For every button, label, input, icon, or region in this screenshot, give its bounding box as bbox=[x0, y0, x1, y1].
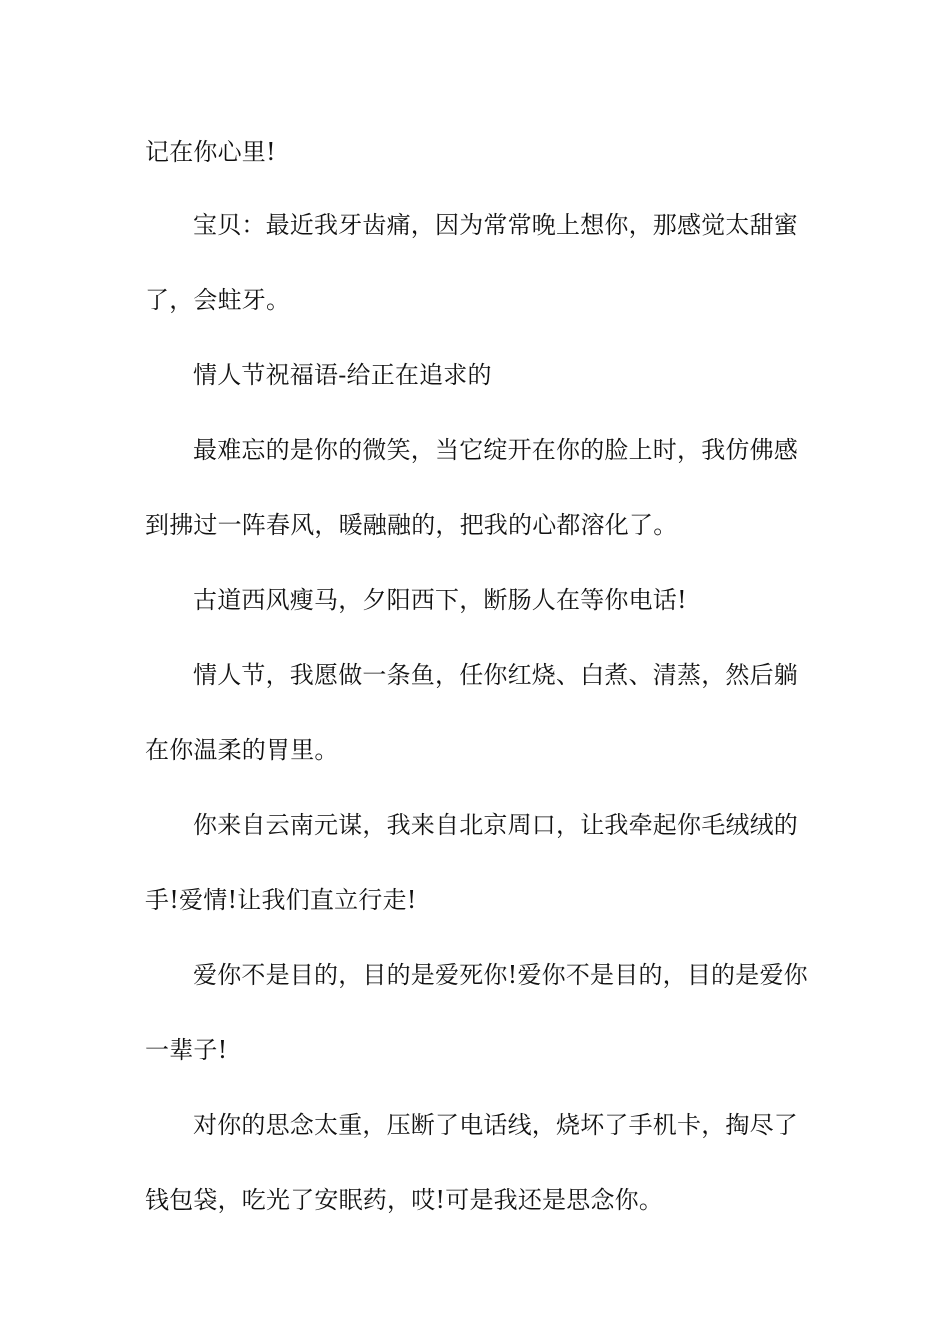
text-line: 最难忘的是你的微笑，当它绽开在你的脸上时，我仿佛感 bbox=[193, 436, 798, 464]
text-line: 一辈子! bbox=[145, 1036, 228, 1064]
section-heading: 情人节祝福语-给正在追求的 bbox=[193, 361, 492, 389]
text-line: 爱你不是目的，目的是爱死你!爱你不是目的，目的是爱你 bbox=[193, 961, 808, 989]
text-line: 在你温柔的胃里。 bbox=[145, 736, 339, 764]
text-line: 对你的思念太重，压断了电话线，烧坏了手机卡，掏尽了 bbox=[193, 1111, 798, 1139]
text-line: 了，会蛀牙。 bbox=[145, 286, 291, 314]
text-line: 到拂过一阵春风，暖融融的，把我的心都溶化了。 bbox=[145, 511, 678, 539]
text-line: 记在你心里! bbox=[145, 138, 276, 166]
text-line: 宝贝：最近我牙齿痛，因为常常晚上想你，那感觉太甜蜜 bbox=[193, 211, 798, 239]
text-line: 古道西风瘦马，夕阳西下，断肠人在等你电话! bbox=[193, 586, 687, 614]
text-line: 手!爱情!让我们直立行走! bbox=[145, 886, 417, 914]
text-line: 情人节，我愿做一条鱼，任你红烧、白煮、清蒸，然后躺 bbox=[193, 661, 798, 689]
text-line: 你来自云南元谋，我来自北京周口，让我牵起你毛绒绒的 bbox=[193, 811, 798, 839]
text-line: 钱包袋，吃光了安眠药，哎!可是我还是思念你。 bbox=[145, 1186, 664, 1214]
